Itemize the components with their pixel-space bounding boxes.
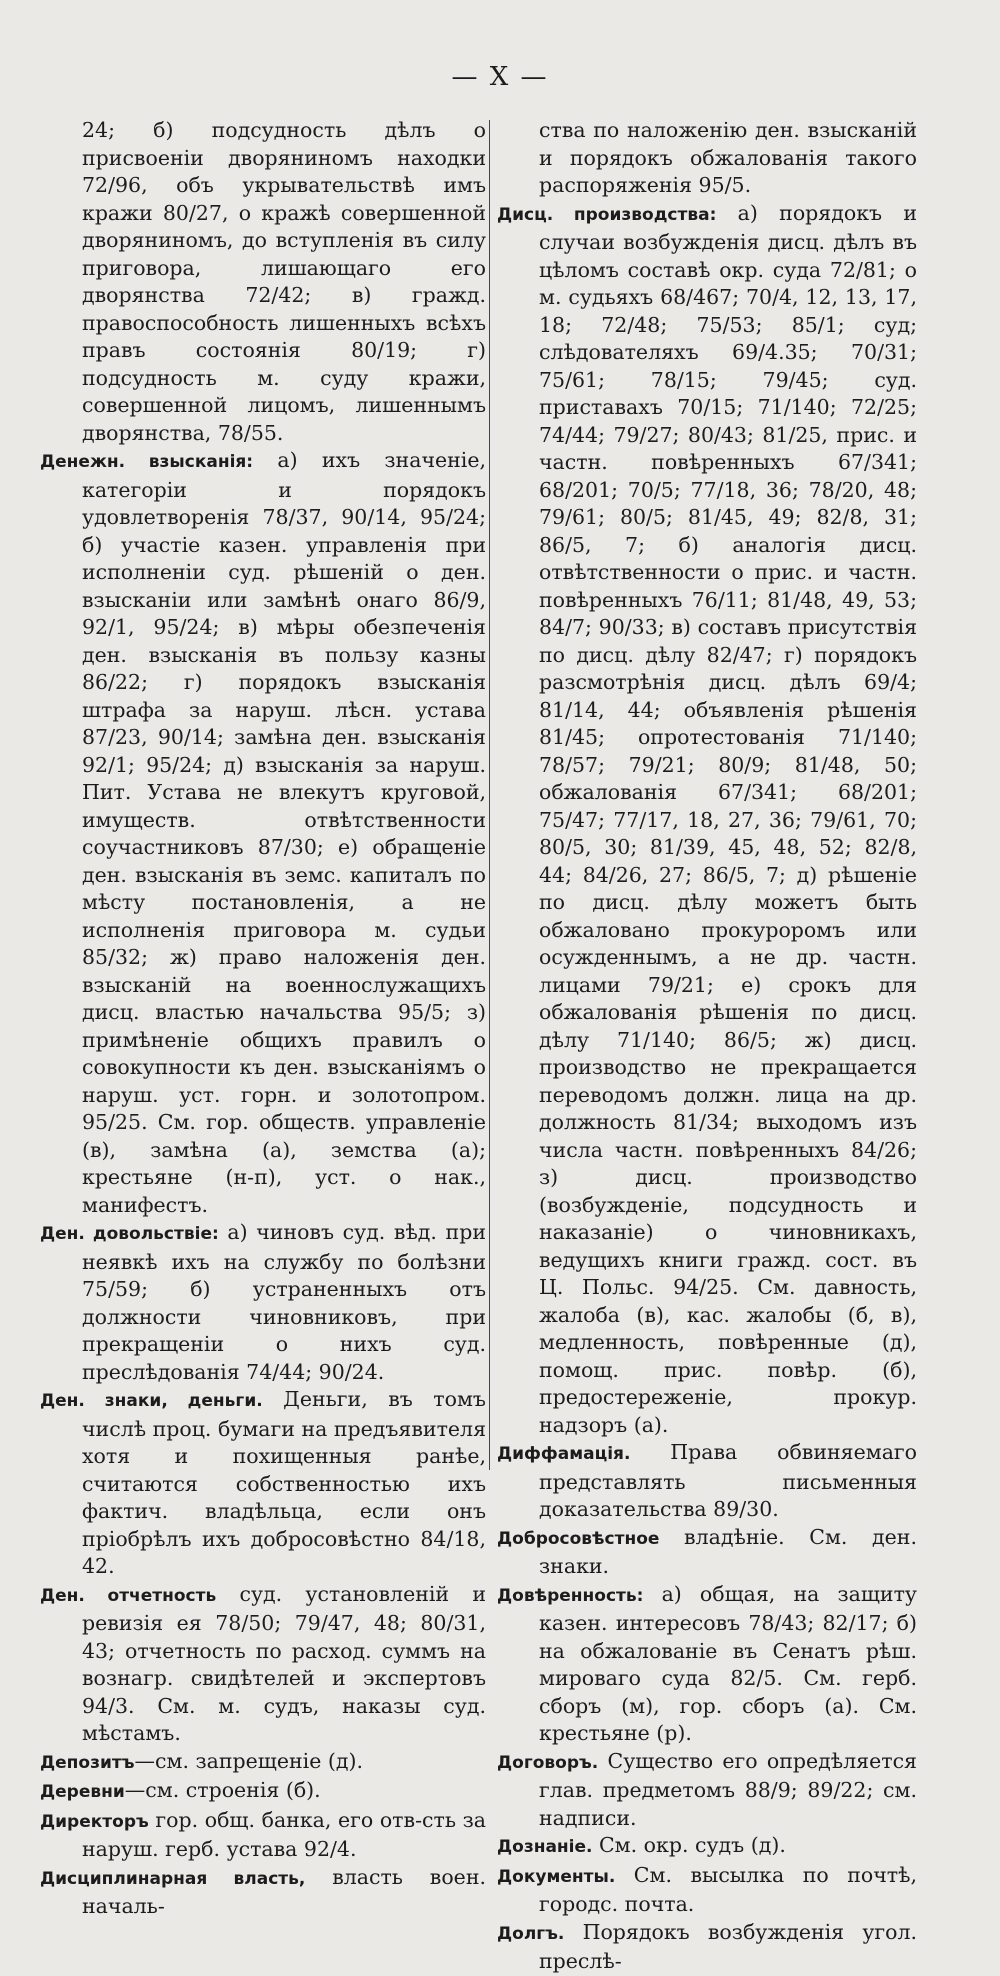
index-entry: [497, 1832, 917, 1862]
entry-text: а) чиновъ суд. вѣд. при неявкѣ ихъ на службу по болѣзни 75/59; б) устраненныхъ отъ должности чиновниковъ, при прекращеніи о нихъ суд. преслѣдованія 74/44; 90/24.: [82, 1220, 487, 1384]
entry-text: Права обвиняемаго представлять письменныя доказательства 89/30.: [539, 1440, 917, 1521]
entry-text: а) порядокъ и случаи возбужденія дисц. дѣлъ въ цѣломъ составѣ окр. суда 72/81; о м. судьяхъ 68/467; 70/4, 12, 13, 17, 18; 72/48; 75/53; 85/1; суд; слѣдователяхъ 69/4.35; 70/31; 75/61; 78/15; 79/45; суд. приставахъ 70/15; 71/140; 72/25; 74/44; 79/27; 80/43; 81/25, прис. и частн. повѣренныхъ 67/341; 68/201; 70/5; 77/18, 36; 78/20, 48; 79/61; 80/5; 81/45, 49; 82/8, 31; 86/5, 7; б) аналогія дисц. отвѣтственности о прис. и частн. повѣренныхъ 76/11; 81/48, 49, 53; 84/7; 90/33; в) составъ присутствія по дисц. дѣлу 82/47; г) порядокъ разсмотрѣнія дисц. дѣлъ 69/4; 81/14, 44; объявленія рѣшенія 81/45; опротестованія 71/140; 78/57; 79/21; 80/9; 81/48, 50; обжалованія 67/341; 68/201; 75/47; 77/17, 18, 27, 36; 79/61, 70; 80/5, 30; 81/39, 45, 48, 52; 82/8, 44; 84/26, 27; 86/5, 7; д) рѣшеніе по дисц. дѣлу можетъ быть обжаловано прокуроромъ или осужденнымъ, а не др. частн. лицами 79/21; е) срокъ для обжалованія рѣшенія по дисц. дѣлу 71/140; 86/5; ж) дисц. производство не прекращается переводомъ должн. лица на др. должность 81/34; выходомъ изъ числа частн. повѣренныхъ 84/26; з) дисц. производство (возбужденіе, подсудность и наказаніе) о чиновникахъ, ведущихъ книги гражд. сост. въ Ц. Польс. 94/25. См. давность, жалоба (в), кас. жалобы (б, в), медленность, повѣренные (д), помощ. прис. повѣр. (б), предостереженіе, прокур. надзоръ (а).: [539, 200, 917, 1437]
entry-text: Порядокъ возбужденія угол. преслѣ-: [539, 1919, 917, 1973]
entry-text: а) общая, на защиту казен. интересовъ 78/43; 82/17; б) на обжалованіе въ Сенатъ рѣш. мироваго суда 82/5. См. герб. сборъ (м), гор. сборъ (а). См. крестьяне (р).: [539, 1581, 917, 1745]
entry-heading: Договоръ.: [497, 1752, 599, 1773]
entry-text: См. окр. судъ (д).: [592, 1833, 786, 1857]
index-entry: [40, 1581, 486, 1748]
entry-text: —см. строенія (б).: [124, 1778, 321, 1802]
index-entry: [40, 1748, 486, 1778]
index-entry: [497, 200, 917, 1440]
entry-text: гор. общ. банка, его отв-сть за наруш. герб. устава 92/4.: [82, 1807, 486, 1861]
index-entry: [40, 1777, 486, 1807]
entry-heading: Ден. отчетность: [40, 1585, 217, 1606]
index-entry: [497, 1439, 917, 1524]
index-entry: [40, 1864, 486, 1921]
index-entry: [40, 1807, 486, 1864]
entry-heading: Деревни: [40, 1782, 125, 1802]
entry-heading: Ден. довольствіе:: [40, 1224, 219, 1244]
entry-text: —см. запрещеніе (д).: [134, 1748, 363, 1773]
index-entry-continuation: [40, 117, 486, 447]
entry-heading: Дисц. производства:: [497, 204, 717, 225]
index-entry: [497, 1581, 917, 1748]
entry-heading: Долгъ.: [497, 1923, 565, 1944]
index-entry: [40, 1219, 486, 1386]
entry-heading: Довѣренность:: [497, 1585, 644, 1606]
column-divider: [489, 120, 490, 1470]
entry-heading: Ден. знаки, деньги.: [40, 1391, 263, 1411]
entry-text: а) ихъ значеніе, категоріи и порядокъ удовлетворенія 78/37, 90/14, 95/24; б) участіе казен. управленія при исполненіи суд. рѣшеній о ден. взысканіи или замѣнѣ онаго 86/9, 92/1, 95/24; в) мѣры обезпеченія ден. взысканія въ пользу казны 86/22; г) порядокъ взысканія штрафа за наруш. лѣсн. устава 87/23, 90/14; замѣна ден. взысканія 92/1; 95/24; д) взысканія за наруш. Пит. Устава не влекутъ круговой, имуществ. отвѣтственности соучастниковъ 87/30; е) обращеніе ден. взысканія въ земс. капиталъ по мѣсту постановленія, а не исполненія приговора м. судьи 85/32; ж) право наложенія ден. взысканій на военнослужащихъ дисц. властью начальства 95/5; з) примѣненіе общихъ правилъ о совокупности къ ден. взысканіямъ о наруш. уст. горн. и золотопром. 95/25. См. гор. обществ. управленіе (в), замѣна (а), земства (а); крестьяне (н-п), уст. о нак., манифестъ.: [82, 448, 486, 1217]
entry-heading: Дисциплинарная власть,: [40, 1868, 306, 1889]
index-entry: [40, 447, 486, 1219]
entry-heading: Денежн. взысканія:: [40, 452, 254, 472]
right-column: [497, 117, 917, 1976]
entry-text: владѣніе. См. ден. знаки.: [539, 1524, 917, 1578]
index-entry: [497, 1748, 917, 1833]
index-entry: [497, 1524, 917, 1581]
index-entry: [497, 1919, 917, 1976]
entry-heading: Директоръ: [40, 1811, 149, 1832]
entry-heading: Дознаніе.: [497, 1837, 593, 1857]
entry-text: ства по наложенію ден. взысканій и порядокъ обжалованія такого распоряженія 95/5.: [539, 118, 917, 197]
entry-text: Существо его опредѣляется глав. предметомъ 88/9; 89/22; см. надписи.: [539, 1748, 917, 1830]
entry-heading: Добросовѣстное: [497, 1528, 660, 1549]
index-entry: [40, 1386, 486, 1581]
entry-text: Деньги, въ томъ числѣ проц. бумаги на предъявителя хотя и похищенныя ранѣе, считаются собственностью ихъ фактич. владѣльца, если онъ пріобрѣлъ ихъ добросовѣстно 84/18, 42.: [82, 1387, 486, 1578]
entry-heading: Диффамація.: [497, 1444, 631, 1464]
page-number: — X —: [451, 62, 549, 92]
entry-text: власть воен. началь-: [82, 1864, 486, 1918]
left-column: [40, 117, 486, 1921]
entry-text: 24; б) подсудность дѣлъ о присвоеніи дворяниномъ находки 72/96, объ укрывательствѣ имъ кражи 80/27, о кражѣ совершенной дворяниномъ, до вступленія въ силу приговора, лишающаго его дворянства 72/42; в) гражд. правоспособность лишенныхъ всѣхъ правъ состоянія 80/19; г) подсудность м. суду кражи, совершенной лицомъ, лишеннымъ дворянства, 78/55.: [82, 118, 486, 445]
entry-text: суд. установленій и ревизія ея 78/50; 79/47, 48; 80/31, 43; отчетность по расход. суммъ на вознагр. свидѣтелей и экспертовъ 94/3. См. м. судъ, наказы суд. мѣстамъ.: [82, 1581, 486, 1745]
entry-heading: Документы.: [497, 1866, 616, 1887]
entry-heading: Депозитъ: [40, 1752, 135, 1773]
index-entry-continuation: [497, 117, 917, 200]
entry-text: См. высылка по почтѣ, городс. почта.: [539, 1862, 917, 1916]
index-entry: [497, 1862, 917, 1919]
